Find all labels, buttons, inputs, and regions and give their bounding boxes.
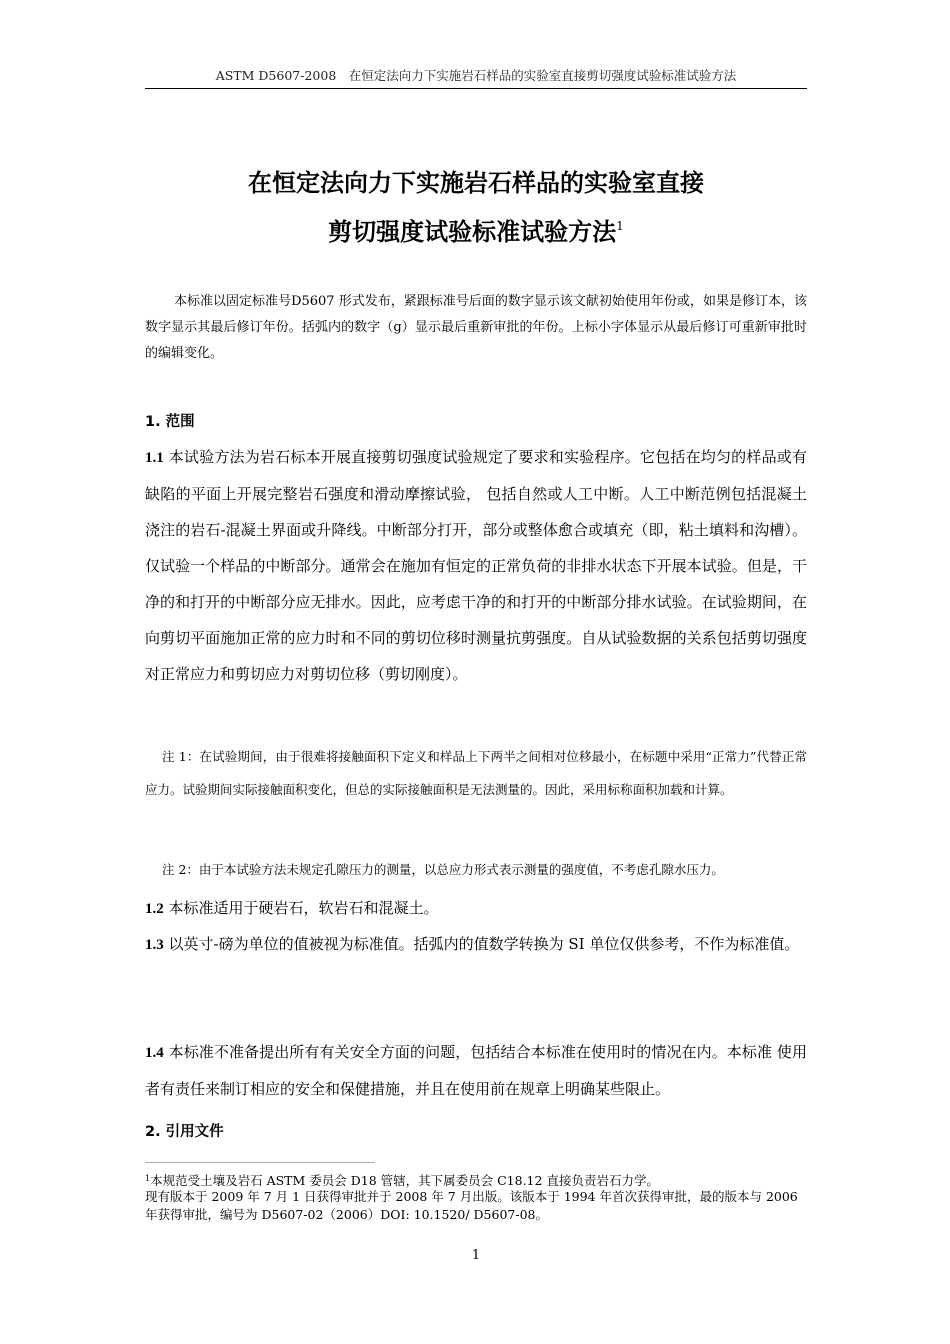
note-1: 注 1：在试验期间，由于很难将接触面积下定义和样品上下两半之间相对位移最小，在标题中采用“正常力”代替正常应力。试验期间实际接触面积变化，但总的实际接触面积是无法测量的。因此，采用标称面积加载和计算。 <box>145 749 807 797</box>
clause-text: 本标准不准备提出所有有关安全方面的问题，包括结合本标准在使用时的情况在内。本标准 使用者有责任来制订相应的安全和保健措施，并且在使用前在规章上明确某些限止。 <box>145 1043 807 1098</box>
clause-1-3 <box>145 926 807 963</box>
clause-text: 本标准适用于硬岩石，软岩石和混凝土。 <box>163 899 439 917</box>
note-2: 注 2：由于本试验方法未规定孔隙压力的测量，以总应力形式表示测量的强度值，不考虑孔隙水压力。 <box>162 862 724 877</box>
running-header: ASTM D5607-2008 在恒定法向力下实施岩石样品的实验室直接剪切强度试验标准试验方法 <box>215 68 737 83</box>
clause-1-4 <box>145 1034 807 1107</box>
clause-text: 本试验方法为岩石标本开展直接剪切强度试验规定了要求和实验程序。它包括在均匀的样品或有缺陷的平面上开展完整岩石强度和滑动摩擦试验， 包括自然或人工中断。人工中断范例包括混凝土浇注的岩石-混凝土界面或升降线。中断部分打开，部分或整体愈合或填充（即，粘土填料和沟槽）。仅试验一个样品的中断部分。通常会在施加有恒定的正常负荷的非排水状态下开展本试验。但是，干净的和打开的中断部分应无排水。因此，应考虑干净的和打开的中断部分排水试验。在试验期间，在向剪切平面施加正常的应力时和不同的剪切位移时测量抗剪强度。自从试验数据的关系包括剪切强度对正常应力和剪切应力对剪切位移（剪切刚度）。 <box>145 448 807 683</box>
title-footnote-mark: 1 <box>616 219 624 233</box>
footnote-2: 现有版本于 2009 年 7 月 1 日获得审批并于 2008 年 7 月出版。该版本于 1994 年首次获得审批，最的版本与 2006 年获得审批，编号为 D5607-02（2006）DOI: 10.1520/ D5607-08。 <box>145 1189 798 1222</box>
document-title-line2 <box>145 212 807 247</box>
document-title-line1: 在恒定法向力下实施岩石样品的实验室直接 <box>248 169 704 197</box>
intro-paragraph: 本标准以固定标准号D5607 形式发布，紧跟标准号后面的数字显示该文献初始使用年份或，如果是修订本，该数字显示其最后修订年份。括弧内的数字（g）显示最后重新审批的年份。上标小字体显示从最后修订可重新审批时的编辑变化。 <box>145 294 807 361</box>
clause-number: 1.1 <box>145 450 164 466</box>
clause-1-2 <box>145 890 807 927</box>
section-heading-references: 2. 引用文件 <box>145 1124 224 1140</box>
section-heading-scope: 1. 范围 <box>145 414 195 430</box>
clause-number: 1.2 <box>145 901 164 917</box>
footnote-mark: 1 <box>145 1174 151 1183</box>
clause-number: 1.4 <box>145 1045 164 1061</box>
clause-number: 1.3 <box>145 937 164 953</box>
clause-1-1 <box>145 439 807 692</box>
header-rule <box>145 88 807 89</box>
document-title-line2-text: 剪切强度试验标准试验方法 <box>328 218 617 246</box>
footnote-1-text: 本规范受土壤及岩石 ASTM 委员会 D18 管辖，其下属委员会 C18.12 直接负责岩石力学。 <box>150 1173 659 1188</box>
clause-text: 以英寸-磅为单位的值被视为标准值。括弧内的值数学转换为 SI 单位仅供参考，不作为标准值。 <box>163 935 800 953</box>
footnote-rule <box>145 1162 375 1163</box>
page-number: 1 <box>471 1248 481 1263</box>
footnote-1 <box>145 1170 807 1190</box>
